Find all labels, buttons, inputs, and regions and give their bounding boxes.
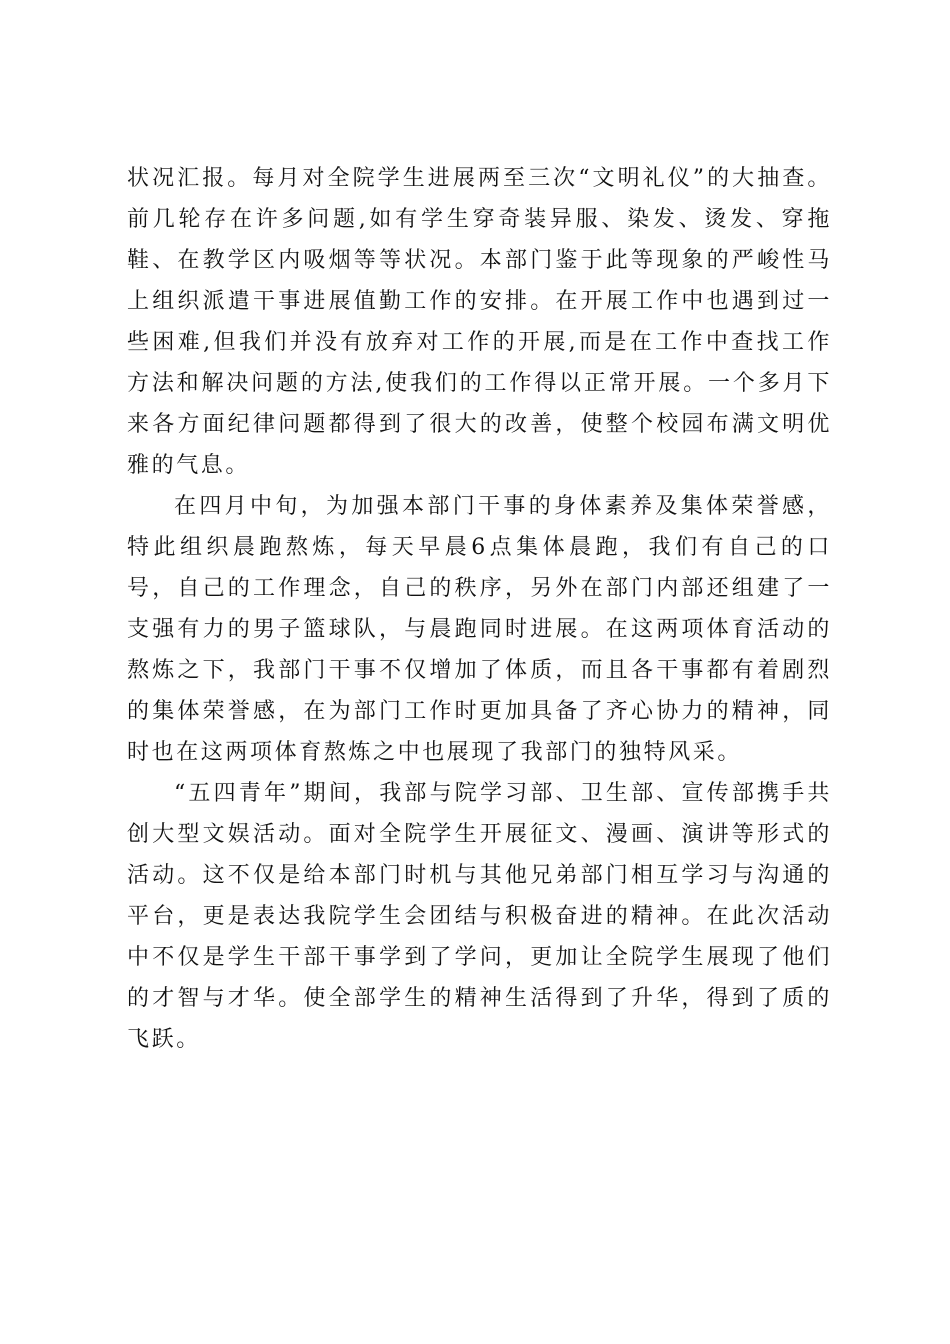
document-body	[127, 158, 832, 1060]
paragraph-discipline-report: 状况汇报。每月对全院学生进展两至三次“文明礼仪”的大抽查。前几轮存在许多问题,如有学生穿奇装异服、染发、烫发、穿拖鞋、在教学区内吸烟等等状况。本部门鉴于此等现象的严峻性马上组织派遣干事进展值勤工作的安排。在开展工作中也遇到过一些困难,但我们并没有放弃对工作的开展,而是在工作中查找工作方法和解决问题的方法,使我们的工作得以正常开展。一个多月下来各方面纪律问题都得到了很大的改善，使整个校园布满文明优雅的气息。	[127, 166, 832, 478]
paragraph-morning-run: 在四月中旬，为加强本部门干事的身体素养及集体荣誉感，特此组织晨跑熬炼，每天早晨6点集体晨跑，我们有自己的口号，自己的工作理念，自己的秩序，另外在部门内部还组建了一支强有力的男子篮球队，与晨跑同时进展。在这两项体育活动的熬炼之下，我部门干事不仅增加了体质，而且各干事都有着剧烈的集体荣誉感，在为部门工作时更加具备了齐心协力的精神，同时也在这两项体育熬炼之中也展现了我部门的独特风采。	[127, 494, 832, 765]
paragraph-may-fourth-activity: “五四青年”期间，我部与院学习部、卫生部、宣传部携手共创大型文娱活动。面对全院学生开展征文、漫画、演讲等形式的活动。这不仅是给本部门时机与其他兄弟部门相互学习与沟通的平台，更是表达我院学生会团结与积极奋进的精神。在此次活动中不仅是学生干部干事学到了学问，更加让全院学生展现了他们的才智与才华。使全部学生的精神生活得到了升华，得到了质的飞跃。	[127, 781, 832, 1052]
